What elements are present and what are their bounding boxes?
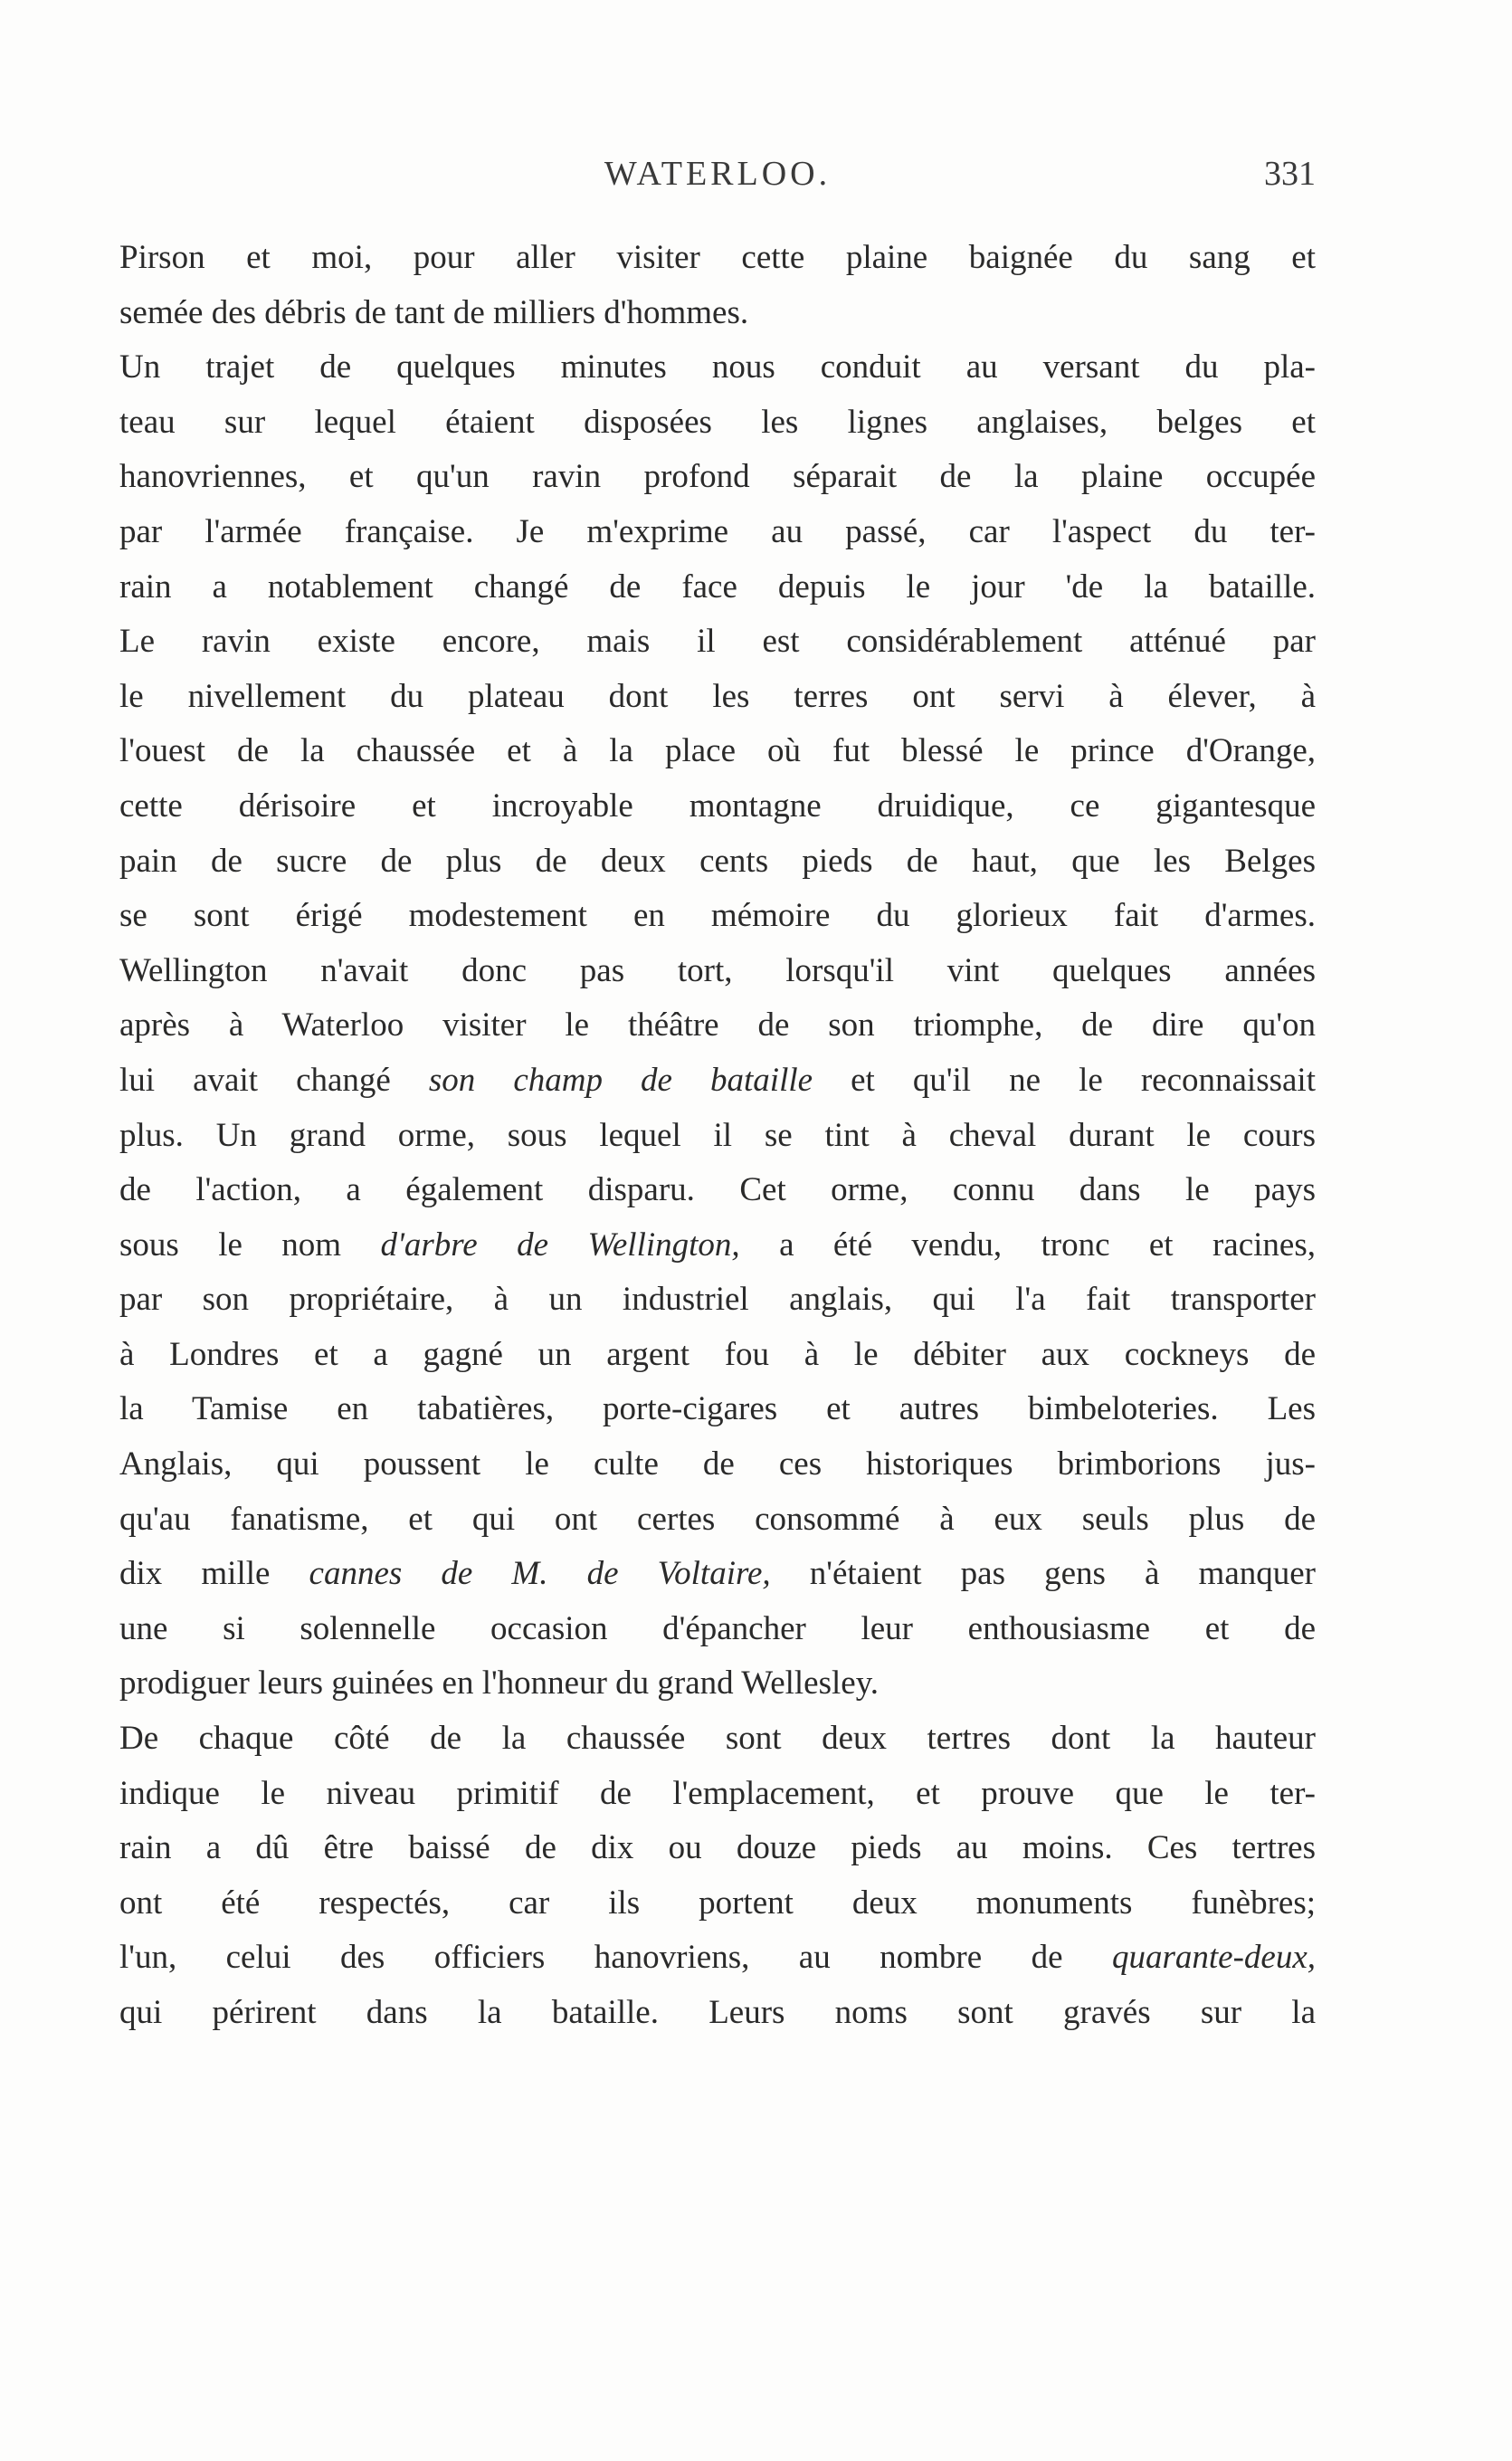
text-line xyxy=(119,1054,1316,1109)
italic-text: son champ de bataille xyxy=(428,1061,813,1099)
line-text: Le ravin existe encore, mais il est considérablement atténué par xyxy=(119,623,1316,661)
text-line xyxy=(119,1437,1316,1493)
running-title: WATERLOO. xyxy=(604,155,832,193)
line-text: rain a notablement changé de face depuis le jour 'de la bataille. xyxy=(119,568,1316,606)
italic-text: d'arbre de Wellington, xyxy=(380,1226,740,1264)
line-text: qui périrent dans la bataille. Leurs noms sont gravés sur la xyxy=(119,1994,1316,2031)
line-text: plus. Un grand orme, sous lequel il se tint à cheval durant le cours xyxy=(119,1116,1316,1154)
line-text: par l'armée française. Je m'exprime au passé, car l'aspect du ter- xyxy=(119,512,1316,550)
text-line xyxy=(119,231,1316,286)
line-text: se sont érigé modestement en mémoire du glorieux fait d'armes. xyxy=(119,897,1316,935)
line-text: de l'action, a également disparu. Cet orme, connu dans le pays xyxy=(119,1171,1316,1209)
line-text: à Londres et a gagné un argent fou à le débiter aux cockneys de xyxy=(119,1335,1316,1373)
page-number: 331 xyxy=(1264,155,1316,193)
text-line xyxy=(119,835,1316,890)
text-line xyxy=(119,1986,1316,2041)
line-text: l'un, celui des officiers hanovriens, au nombre de xyxy=(119,1939,1112,1977)
line-text: prodiguer leurs guinées en l'honneur du grand Wellesley. xyxy=(119,1665,880,1703)
running-head xyxy=(119,154,1316,199)
text-line xyxy=(119,1602,1316,1657)
italic-text: quarante-deux, xyxy=(1111,1939,1316,1977)
text-line xyxy=(119,286,1316,341)
line-text: une si solennelle occasion d'épancher leur enthousiasme et de xyxy=(119,1609,1316,1647)
italic-text: cannes de M. de Voltaire, xyxy=(309,1555,771,1593)
line-text: ont été respectés, car ils portent deux monuments funèbres; xyxy=(119,1884,1316,1922)
text-line xyxy=(119,779,1316,835)
line-text: rain a dû être baissé de dix ou douze pieds au moins. Ces tertres xyxy=(119,1829,1316,1867)
line-text: Wellington n'avait donc pas tort, lorsqu'il vint quelques années xyxy=(119,951,1316,989)
text-line xyxy=(119,396,1316,451)
line-text: teau sur lequel étaient disposées les lignes anglaises, belges et xyxy=(119,403,1316,441)
line-text: dix mille xyxy=(119,1555,309,1593)
text-line xyxy=(119,450,1316,505)
line-text: après à Waterloo visiter le théâtre de son triomphe, de dire qu'on xyxy=(119,1006,1316,1044)
text-line xyxy=(119,1547,1316,1602)
text-line xyxy=(119,505,1316,560)
line-text: la Tamise en tabatières, porte-cigares et autres bimbeloteries. Les xyxy=(119,1390,1316,1428)
text-line xyxy=(119,1163,1316,1218)
line-text: l'ouest de la chaussée et à la place où fut blessé le prince d'Orange, xyxy=(119,732,1316,770)
line-text: indique le niveau primitif de l'emplacement, et prouve que le ter- xyxy=(119,1774,1316,1812)
text-line xyxy=(119,1273,1316,1328)
text-line xyxy=(119,1876,1316,1932)
text-line xyxy=(119,1712,1316,1767)
body-text xyxy=(119,231,1316,2041)
text-line xyxy=(119,998,1316,1054)
text-line xyxy=(119,1821,1316,1876)
text-line xyxy=(119,724,1316,779)
line-text: Un trajet de quelques minutes nous conduit au versant du pla- xyxy=(119,348,1316,386)
text-line xyxy=(119,670,1316,725)
text-line xyxy=(119,340,1316,396)
text-line xyxy=(119,944,1316,999)
text-line xyxy=(119,1767,1316,1822)
line-text: semée des débris de tant de milliers d'hommes. xyxy=(119,293,749,331)
line-text: le nivellement du plateau dont les terres ont servi à élever, à xyxy=(119,677,1316,715)
line-text: Anglais, qui poussent le culte de ces historiques brimborions jus- xyxy=(119,1445,1316,1483)
line-text: lui avait changé xyxy=(119,1061,429,1099)
line-text: pain de sucre de plus de deux cents pieds de haut, que les Belges xyxy=(119,842,1316,880)
text-line xyxy=(119,560,1316,615)
text-line xyxy=(119,1656,1316,1712)
line-text: cette dérisoire et incroyable montagne druidique, ce gigantesque xyxy=(119,787,1316,825)
line-text: De chaque côté de la chaussée sont deux tertres dont la hauteur xyxy=(119,1720,1316,1758)
line-text: n'étaient pas gens à manquer xyxy=(770,1555,1316,1593)
text-line xyxy=(119,615,1316,670)
line-text: hanovriennes, et qu'un ravin profond séparait de la plaine occupée xyxy=(119,458,1316,496)
text-line xyxy=(119,1328,1316,1383)
text-line xyxy=(119,1109,1316,1164)
line-text: Pirson et moi, pour aller visiter cette plaine baignée du sang et xyxy=(119,239,1316,276)
line-text: sous le nom xyxy=(119,1226,381,1264)
line-text: et qu'il ne le reconnaissait xyxy=(813,1061,1316,1099)
text-line xyxy=(119,1218,1316,1273)
text-line xyxy=(119,889,1316,944)
text-line xyxy=(119,1382,1316,1437)
text-line xyxy=(119,1493,1316,1548)
line-text: a été vendu, tronc et racines, xyxy=(739,1226,1316,1264)
text-line xyxy=(119,1931,1316,1986)
line-text: qu'au fanatisme, et qui ont certes consommé à eux seuls plus de xyxy=(119,1500,1316,1538)
line-text: par son propriétaire, à un industriel anglais, qui l'a fait transporter xyxy=(119,1281,1316,1319)
